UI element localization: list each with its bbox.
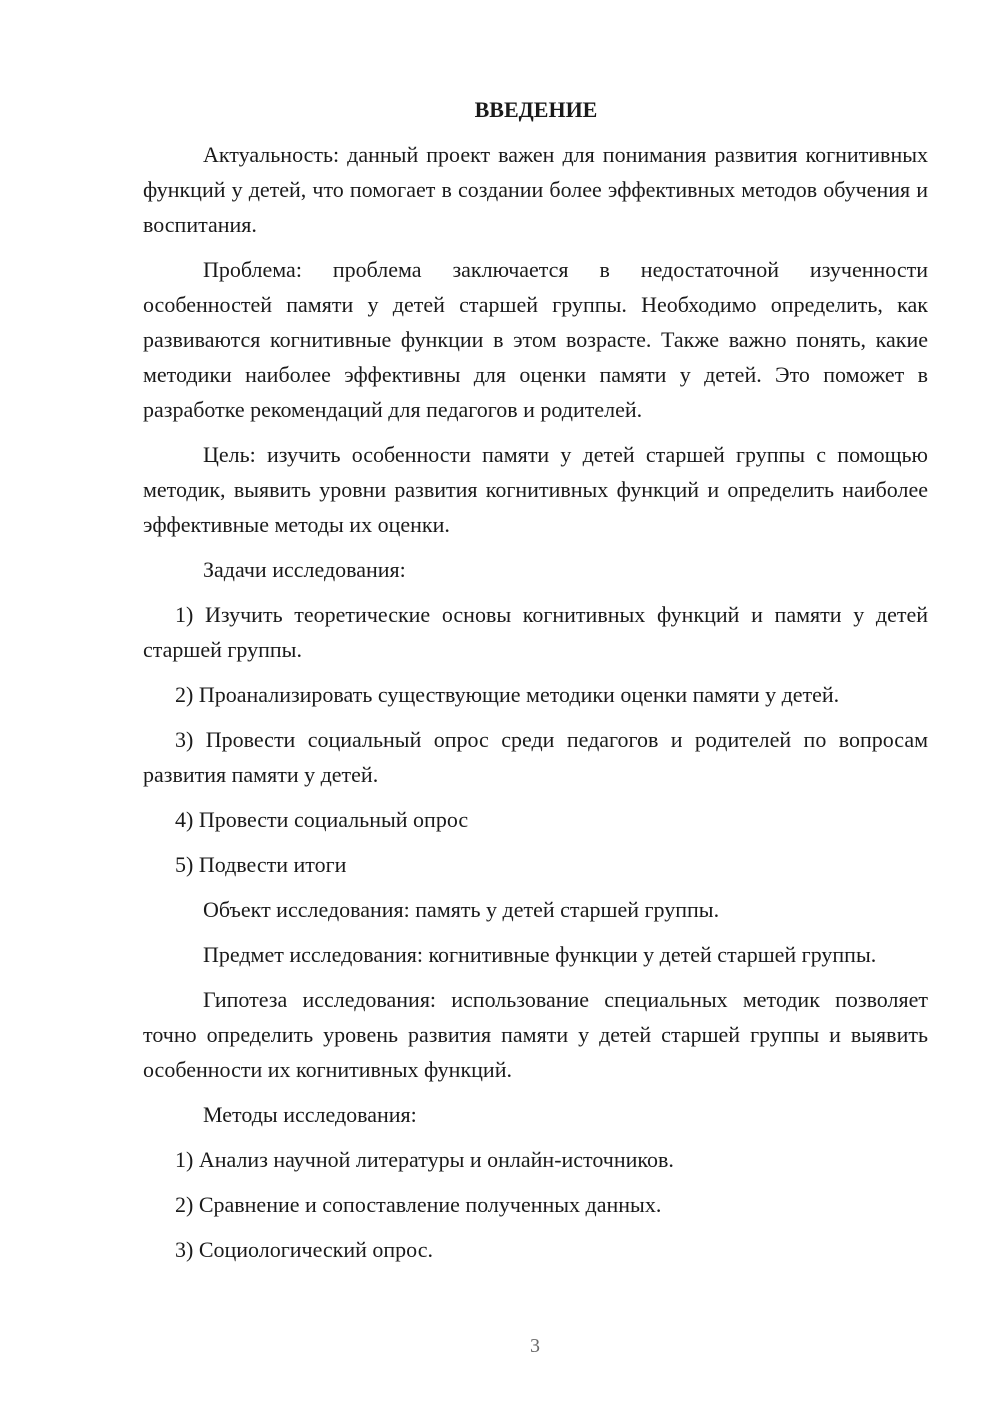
paragraph-relevance: Актуальность: данный проект важен для понимания развития когнитивных функций у детей, что помогает в создании более эффективных методов обучения и воспитания. (143, 142, 928, 237)
page-number: 3 (530, 1335, 540, 1357)
paragraph-methods-title: Методы исследования: (203, 1102, 417, 1127)
task-item-1: 1) Изучить теоретические основы когнитивных функций и памяти у детей старшей группы. (143, 602, 928, 662)
paragraph-goal: Цель: изучить особенности памяти у детей старшей группы с помощью методик, выявить уровни развития когнитивных функций и определить наиболее эффективные методы их оценки. (143, 442, 928, 537)
task-item-4: 4) Провести социальный опрос (175, 807, 469, 832)
paragraph-problem: Проблема: проблема заключается в недостаточной изученности особенностей памяти у детей старшей группы. Необходимо определить, как развиваются когнитивные функции в этом возрасте. Также важно понять, какие методики наиболее эффективны для оценки памяти у детей. Это поможет в разработке рекомендаций для педагогов и родителей. (143, 257, 928, 422)
paragraph-tasks-title: Задачи исследования: (203, 557, 406, 582)
method-item-1: 1) Анализ научной литературы и онлайн-источников. (175, 1147, 674, 1172)
paragraph-object: Объект исследования: память у детей старшей группы. (203, 897, 720, 922)
task-item-3: 3) Провести социальный опрос среди педагогов и родителей по вопросам развития памяти у детей. (143, 727, 928, 787)
method-item-3: 3) Социологический опрос. (175, 1237, 433, 1262)
method-item-2: 2) Сравнение и сопоставление полученных данных. (175, 1192, 662, 1217)
task-item-2: 2) Проанализировать существующие методики оценки памяти у детей. (175, 682, 840, 707)
paragraph-hypothesis: Гипотеза исследования: использование специальных методик позволяет точно определить уровень развития памяти у детей старшей группы и выявить особенности их когнитивных функций. (143, 987, 928, 1082)
section-heading: ВВЕДЕНИЕ (474, 97, 598, 122)
paragraph-subject: Предмет исследования: когнитивные функции у детей старшей группы. (203, 942, 877, 967)
task-item-5: 5) Подвести итоги (175, 852, 347, 877)
page-content (143, 92, 928, 1277)
